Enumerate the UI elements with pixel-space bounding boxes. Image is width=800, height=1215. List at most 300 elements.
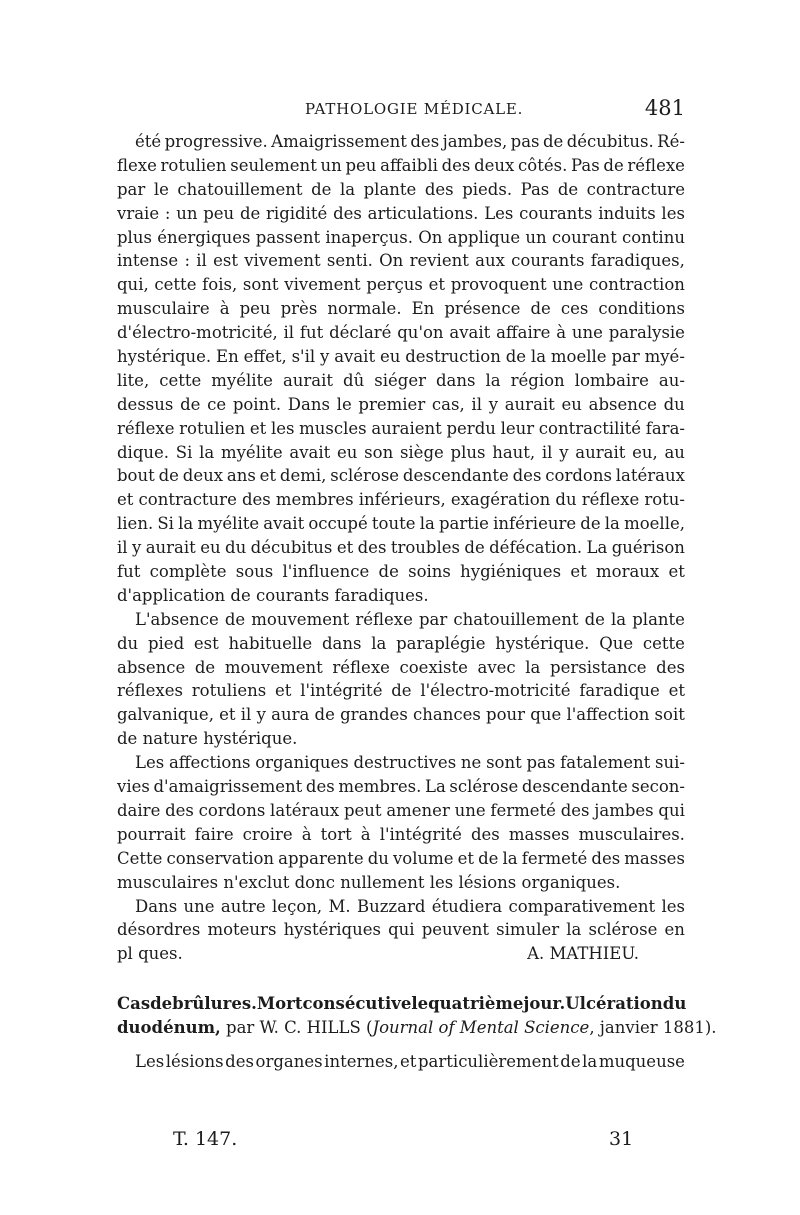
word: des xyxy=(470,824,500,844)
word: avec xyxy=(477,657,516,677)
word: l'électro-motricité xyxy=(420,681,571,701)
word: absence xyxy=(588,394,657,414)
text-line xyxy=(117,536,685,560)
text-line xyxy=(117,679,685,703)
word: de xyxy=(505,347,527,367)
word: présence xyxy=(444,299,521,319)
word: aux xyxy=(475,251,505,271)
word: pas xyxy=(526,753,556,773)
word: fut xyxy=(117,562,141,582)
word: Ulcération xyxy=(565,994,663,1014)
word: deux xyxy=(182,466,224,486)
word: et xyxy=(668,681,685,701)
word: des xyxy=(333,203,362,223)
word: des xyxy=(560,800,590,820)
word: de xyxy=(314,705,335,725)
word: de xyxy=(158,466,179,486)
section-gap xyxy=(117,966,685,992)
word: les xyxy=(661,896,685,916)
word: Dans xyxy=(287,394,330,414)
word: En xyxy=(216,347,239,367)
word: On xyxy=(418,227,443,247)
word: fermeté xyxy=(490,800,556,820)
text-line xyxy=(117,918,685,942)
word: daire xyxy=(117,800,161,820)
word: fara- xyxy=(645,418,685,438)
word: courants xyxy=(519,203,593,223)
text-line xyxy=(117,584,685,608)
word: de xyxy=(464,538,485,558)
word: défécation. xyxy=(489,538,583,558)
word: dans xyxy=(321,633,362,653)
word: dû xyxy=(343,370,365,390)
word: été xyxy=(135,132,162,151)
word: : xyxy=(184,251,190,271)
word: qui, xyxy=(117,275,149,295)
word: rotu- xyxy=(644,490,685,510)
text-line xyxy=(117,130,685,154)
word: il xyxy=(471,394,482,414)
word: M. xyxy=(328,896,351,916)
word: eu xyxy=(379,347,401,367)
word: jambes xyxy=(594,800,654,820)
word: la xyxy=(419,514,435,534)
word: demi, xyxy=(279,466,327,486)
word: et xyxy=(668,562,685,582)
word: perdu xyxy=(446,418,496,438)
word: bout xyxy=(117,466,155,486)
word: dique. xyxy=(117,442,170,462)
word: jour. xyxy=(523,994,566,1014)
word: partie xyxy=(438,514,489,534)
word: pied xyxy=(147,633,185,653)
word: il xyxy=(283,323,295,343)
word: articulations. xyxy=(367,203,479,223)
word: cette xyxy=(154,275,197,295)
word: plus xyxy=(450,442,486,462)
text-line xyxy=(117,823,685,847)
word: d'électro-motricité, xyxy=(117,323,278,343)
word: au- xyxy=(658,370,685,390)
word: avait xyxy=(263,514,305,534)
word: habituelle xyxy=(228,633,313,653)
word: simuler xyxy=(496,920,560,940)
word: fermeté xyxy=(521,848,588,868)
text-line xyxy=(117,273,685,297)
word: plus xyxy=(117,227,152,247)
page-number: 481 xyxy=(644,96,685,120)
word: peu xyxy=(203,203,235,223)
word: soit xyxy=(654,705,685,725)
word: fois, xyxy=(202,275,238,295)
word: inférieure xyxy=(493,514,577,534)
word: effet, xyxy=(243,347,287,367)
word: de xyxy=(557,179,579,199)
word: chatouillement xyxy=(177,179,303,199)
text-line xyxy=(117,393,685,417)
word: un xyxy=(176,203,198,223)
word: y xyxy=(488,394,499,414)
word: comparativement xyxy=(508,896,656,916)
word: son xyxy=(364,442,394,462)
word: persistance xyxy=(550,657,647,677)
word: cette xyxy=(642,633,685,653)
word: destruction xyxy=(405,347,501,367)
word: rotulien xyxy=(179,418,246,438)
word: réflexe xyxy=(581,490,640,510)
word: l'intégrité xyxy=(379,824,462,844)
page-footer xyxy=(117,1128,685,1154)
word: Les xyxy=(484,203,514,223)
word: Si xyxy=(175,442,193,462)
word: L'absence xyxy=(135,609,219,629)
word: sclérose xyxy=(449,777,519,797)
word: est xyxy=(193,633,219,653)
word: Dans xyxy=(135,896,178,916)
article-title-line-1 xyxy=(117,992,685,1016)
word: de xyxy=(530,299,551,319)
word: Les xyxy=(135,1051,165,1071)
word: des xyxy=(410,132,440,151)
word: de xyxy=(180,394,201,414)
word: sui- xyxy=(655,753,685,773)
word: la xyxy=(582,1051,598,1071)
word: brûlures. xyxy=(172,994,257,1014)
word: aura xyxy=(271,705,310,725)
word: cordons xyxy=(198,800,266,820)
word: affaibli xyxy=(380,155,438,175)
word: de xyxy=(391,681,412,701)
word: Cette xyxy=(117,848,163,868)
word: leur xyxy=(500,418,535,438)
word: le xyxy=(411,994,429,1014)
word: siège xyxy=(399,442,444,462)
word: myé- xyxy=(644,347,685,367)
word: lésions xyxy=(165,1051,224,1071)
word: vivement xyxy=(284,275,361,295)
journal-name: Journal of Mental Science xyxy=(372,1018,590,1038)
word: des xyxy=(424,179,454,199)
word: la xyxy=(566,920,582,940)
word: décubitus. xyxy=(566,132,654,151)
word: avait xyxy=(449,323,491,343)
word: guérison xyxy=(611,538,685,558)
author-signature: A. MATHIEU. xyxy=(527,944,639,964)
word: l'affection xyxy=(566,705,650,725)
word: troubles xyxy=(390,538,460,558)
word: conservation xyxy=(166,848,275,868)
word: y xyxy=(131,538,142,558)
word: haut, xyxy=(492,442,536,462)
word: la xyxy=(199,442,215,462)
word: ans xyxy=(226,466,256,486)
word: de xyxy=(378,562,399,582)
text-line xyxy=(117,297,685,321)
word: Pas xyxy=(571,155,600,175)
word: particulièrement xyxy=(418,1051,559,1071)
word: des xyxy=(656,657,685,677)
word: quatrième xyxy=(428,994,524,1014)
word: de xyxy=(478,848,499,868)
word: l'influence xyxy=(282,562,370,582)
word: une xyxy=(571,323,603,343)
word: hystérique. xyxy=(117,347,212,367)
word: pas xyxy=(510,132,540,151)
word: point. xyxy=(232,394,282,414)
word: y xyxy=(559,442,569,462)
word: mouvement xyxy=(224,657,323,677)
word: la xyxy=(611,609,627,629)
word: aurait xyxy=(504,394,555,414)
word: contracture xyxy=(138,490,237,510)
text-line xyxy=(117,656,685,680)
word: affections xyxy=(168,753,251,773)
word: de xyxy=(239,203,261,223)
paragraph-4-closing-line xyxy=(117,942,685,966)
word: de xyxy=(560,1051,581,1071)
word: un xyxy=(525,227,547,247)
word: en xyxy=(664,920,685,940)
word: et xyxy=(117,490,134,510)
article-date: , janvier 1881). xyxy=(589,1018,717,1038)
text-line xyxy=(117,154,685,178)
word: volume xyxy=(392,848,454,868)
word: du xyxy=(662,994,687,1014)
word: la xyxy=(485,370,501,390)
word: latéraux xyxy=(615,466,685,486)
word: réflexe xyxy=(332,657,390,677)
word: il xyxy=(541,442,553,462)
word: amener xyxy=(386,800,450,820)
word: hystérique. xyxy=(495,633,590,653)
word: courant xyxy=(551,227,617,247)
word: et xyxy=(400,1051,417,1071)
word: aurait xyxy=(145,538,196,558)
text-line xyxy=(117,703,685,727)
word: la xyxy=(604,514,620,534)
word: y xyxy=(320,347,330,367)
word: des xyxy=(305,777,335,797)
running-title: PATHOLOGIE MÉDICALE. xyxy=(305,100,524,118)
word: ces xyxy=(560,299,589,319)
text-line xyxy=(117,751,685,775)
word: par xyxy=(418,609,448,629)
word: et xyxy=(336,538,354,558)
text-line xyxy=(117,608,685,632)
word: des xyxy=(165,800,194,820)
article-author: par W. C. HILLS ( xyxy=(220,1018,373,1038)
word: musculaires n'exclut donc nullement les lésions organiques. xyxy=(117,872,621,892)
word: et xyxy=(428,275,446,295)
word: Que xyxy=(599,633,634,653)
word: sclérose xyxy=(588,920,658,940)
word: une xyxy=(454,800,486,820)
page-header xyxy=(117,96,685,126)
word: Pas xyxy=(520,179,550,199)
word: qui xyxy=(658,800,685,820)
word: y xyxy=(256,705,266,725)
word: fut xyxy=(299,323,324,343)
word: organes xyxy=(255,1051,323,1071)
text-line xyxy=(117,249,685,273)
word: peuvent xyxy=(421,920,490,940)
word: On xyxy=(379,251,404,271)
word: organiques xyxy=(255,753,349,773)
word: le xyxy=(153,179,169,199)
word: et xyxy=(219,705,236,725)
word: eu xyxy=(561,394,582,414)
word: vies xyxy=(117,777,150,797)
text-line xyxy=(117,202,685,226)
word: seulement xyxy=(230,155,317,175)
word: moelle, xyxy=(624,514,685,534)
word: que xyxy=(530,705,562,725)
word: de xyxy=(580,514,601,534)
word: vraie xyxy=(117,203,160,223)
word: Ré- xyxy=(657,132,685,151)
word: myélite xyxy=(211,370,273,390)
text-line xyxy=(117,488,685,512)
word: réflexe xyxy=(117,418,175,438)
word: désordres xyxy=(117,920,201,940)
word: siéger xyxy=(374,370,426,390)
word: autre xyxy=(220,896,266,916)
word: réflexe xyxy=(627,155,685,175)
word: hygiéniques xyxy=(460,562,562,582)
word: de xyxy=(150,994,173,1014)
word: et xyxy=(259,466,277,486)
text-line xyxy=(117,727,685,751)
word: premier xyxy=(358,394,426,414)
word: affaire xyxy=(496,323,551,343)
word: moraux xyxy=(595,562,660,582)
word: perçus xyxy=(366,275,423,295)
word: induits xyxy=(598,203,656,223)
word: internes, xyxy=(324,1051,399,1071)
word: d'application de courants faradiques. xyxy=(117,585,429,605)
word: côtés. xyxy=(518,155,568,175)
text-line xyxy=(117,417,685,441)
word: près xyxy=(280,299,318,319)
word: apparente xyxy=(278,848,364,868)
word: destructives xyxy=(353,753,457,773)
word: peut xyxy=(343,800,382,820)
word: deux xyxy=(474,155,515,175)
word: coexiste xyxy=(399,657,468,677)
word: de nature hystérique. xyxy=(117,729,298,749)
word: il xyxy=(196,251,207,271)
signature-mark: 31 xyxy=(609,1128,634,1150)
word: la xyxy=(530,347,547,367)
word: des xyxy=(512,466,542,486)
word: soins xyxy=(408,562,451,582)
word: énergiques xyxy=(157,227,251,247)
word: il xyxy=(240,705,252,725)
text-line xyxy=(117,775,685,799)
word: provoquent xyxy=(450,275,547,295)
word: du xyxy=(555,490,577,510)
word: sont xyxy=(242,275,279,295)
word: inaperçus. xyxy=(325,227,413,247)
word: de xyxy=(224,609,246,629)
word: à xyxy=(219,299,230,319)
word: vivement xyxy=(244,251,321,271)
word: grandes xyxy=(340,705,408,725)
word: de xyxy=(603,155,624,175)
text-line xyxy=(117,847,685,871)
word: progressive. xyxy=(164,132,268,151)
word: auraient xyxy=(371,418,442,438)
word: un xyxy=(320,155,342,175)
word: : xyxy=(164,203,171,223)
word: eu xyxy=(200,538,221,558)
text-line xyxy=(117,345,685,369)
word: avait xyxy=(334,347,376,367)
word: revient xyxy=(409,251,469,271)
word: leçon, xyxy=(272,896,323,916)
word: dessus xyxy=(117,394,174,414)
word: hystériques xyxy=(283,920,381,940)
word: musculaire xyxy=(117,299,210,319)
word: aurait xyxy=(282,370,334,390)
text-line xyxy=(117,895,685,919)
article-title-start: duodénum, xyxy=(117,1018,221,1038)
word: une xyxy=(552,275,584,295)
word: Les xyxy=(135,753,165,773)
word: La xyxy=(586,538,608,558)
word: conditions xyxy=(598,299,685,319)
word: sont xyxy=(486,753,522,773)
word: du xyxy=(225,538,247,558)
text-line xyxy=(117,226,685,250)
word: tort xyxy=(320,824,352,844)
word: pieds. xyxy=(462,179,513,199)
word: myélite xyxy=(220,442,283,462)
text-line xyxy=(117,512,685,536)
word: sclérose xyxy=(330,466,400,486)
paragraph-1 xyxy=(117,130,685,608)
word: s'il xyxy=(291,347,316,367)
text-line xyxy=(117,441,685,465)
word: Cas xyxy=(117,994,151,1014)
word: et xyxy=(457,848,475,868)
word: masses xyxy=(508,824,570,844)
word: contraction xyxy=(589,275,685,295)
text-line xyxy=(117,178,685,202)
word: ce xyxy=(207,394,227,414)
text-line xyxy=(117,799,685,823)
word: cas, xyxy=(431,394,465,414)
word: descendante xyxy=(402,466,509,486)
word: peu xyxy=(345,155,377,175)
word: Si xyxy=(157,514,174,534)
word: du xyxy=(117,633,139,653)
word: à xyxy=(360,824,371,844)
word: et xyxy=(249,418,267,438)
word: une xyxy=(183,896,215,916)
word: normale. xyxy=(327,299,402,319)
word: membres xyxy=(275,490,354,510)
word: paralysie xyxy=(608,323,685,343)
word: contracture xyxy=(586,179,685,199)
word: avait xyxy=(289,442,331,462)
word: la xyxy=(178,514,194,534)
word: chatouillement xyxy=(453,609,579,629)
word: masses xyxy=(624,848,685,868)
word: flexe xyxy=(117,155,157,175)
volume-mark: T. 147. xyxy=(173,1128,238,1150)
word: senti. xyxy=(326,251,373,271)
